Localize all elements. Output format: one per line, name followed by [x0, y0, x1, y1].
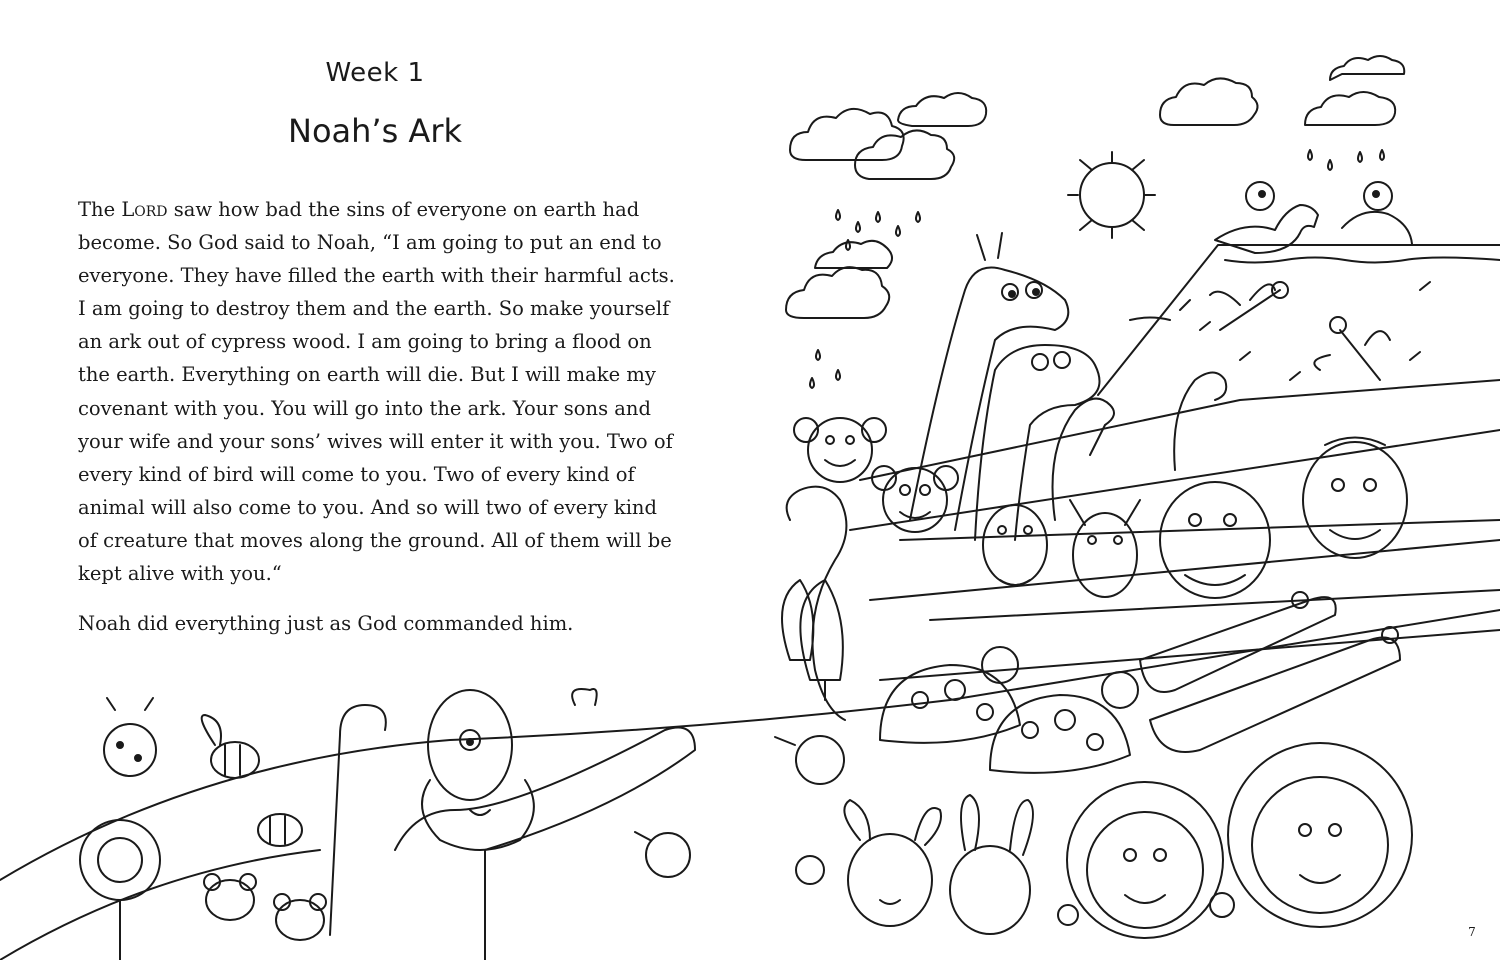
tree-icon	[782, 580, 843, 700]
sheep	[983, 505, 1047, 585]
chapter-title: Noah’s Ark	[288, 112, 462, 150]
week-label: Week 1	[325, 58, 425, 88]
monkey	[794, 418, 886, 482]
snake	[787, 487, 847, 720]
mouse-icon	[204, 874, 256, 920]
parrot-pair	[1215, 182, 1412, 253]
rabbit	[950, 795, 1033, 934]
passage-body: saw how bad the sins of everyone on earth had become. So God said to Noah, “I am going to put an end to everyone. They have filled the earth with their harmful acts. I am going to destroy them and the earth. So make yourself an ark out of cypress wood. I am going to bring a flood on the earth. Everything on earth will die. But I will make my covenant with you. You will go into the ark. Your sons and your wife and your sons’ wives will enter it with you. Two of every kind of bird will come to you. Two of every kind of animal will also come to you. And so will two of every kind of creature that moves along the ground. All of them will be kept alive with you.“	[78, 198, 675, 586]
mouse-icon	[274, 894, 326, 940]
raindrops	[810, 150, 1384, 388]
dragonfly	[1210, 282, 1288, 330]
lion	[1228, 743, 1412, 927]
rabbit	[844, 800, 941, 926]
cloud-icon	[1160, 56, 1404, 125]
lord-small-caps: Lord	[121, 198, 168, 221]
ark-texture	[1130, 282, 1430, 380]
closing-paragraph: Noah did everything just as God commanded him.	[78, 612, 574, 636]
cloud-icon	[790, 93, 986, 179]
bee-icon	[202, 715, 259, 778]
lion	[1067, 782, 1223, 938]
dragonfly	[1314, 317, 1390, 380]
goat	[1070, 500, 1140, 597]
staff	[330, 705, 386, 935]
flamingo	[1053, 373, 1227, 521]
crocodile	[1140, 592, 1400, 752]
passage-opening: The	[78, 198, 122, 221]
ark-hull	[850, 380, 1500, 680]
giraffe	[910, 233, 1068, 530]
turtle	[990, 672, 1138, 773]
cow	[1160, 482, 1270, 598]
cow	[1303, 438, 1407, 559]
bee-icon	[258, 814, 302, 846]
cloud-icon	[786, 241, 892, 318]
sun-icon	[1068, 152, 1155, 238]
page-number: 7	[1468, 925, 1476, 939]
ladybug-icon	[104, 698, 156, 776]
